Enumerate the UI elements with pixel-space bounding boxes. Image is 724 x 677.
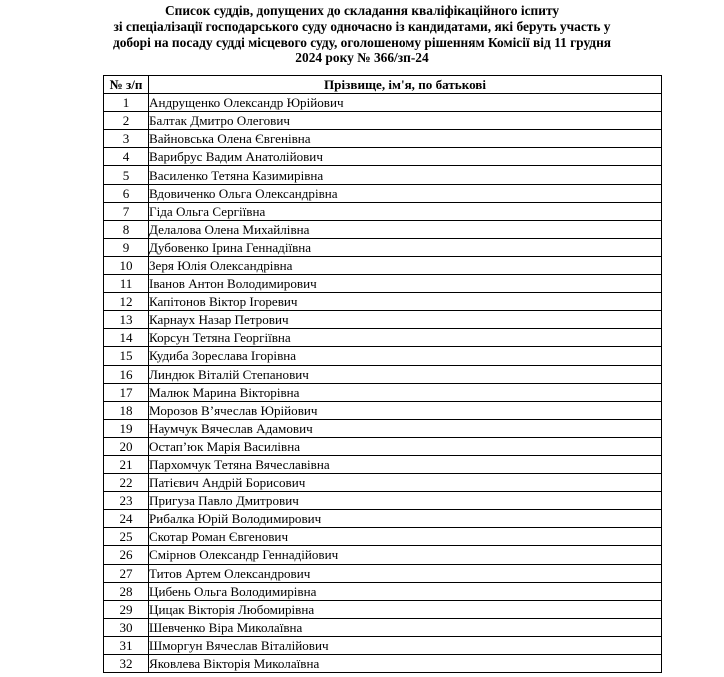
row-number-cell: 17 [104,383,149,401]
judge-name-cell: Патієвич Андрій Борисович [149,474,662,492]
table-row [104,383,662,401]
judge-name-cell: Корсун Тетяна Георгіївна [149,329,662,347]
table-body [104,94,662,673]
row-number-cell: 23 [104,492,149,510]
row-number-cell: 19 [104,419,149,437]
table-row [104,202,662,220]
row-number-cell: 6 [104,184,149,202]
table-row [104,510,662,528]
row-number-cell: 8 [104,220,149,238]
judge-name-cell: Гіда Ольга Сергіївна [149,202,662,220]
table-row [104,94,662,112]
row-number-cell: 22 [104,474,149,492]
row-number-cell: 31 [104,636,149,654]
column-header-name: Прізвище, ім'я, по батькові [149,76,662,94]
row-number-cell: 21 [104,455,149,473]
table-row [104,474,662,492]
judge-name-cell: Василенко Тетяна Казимирівна [149,166,662,184]
row-number-cell: 29 [104,600,149,618]
table-row [104,636,662,654]
document-title [0,3,724,66]
judge-name-cell: Морозов В’ячеслав Юрійович [149,401,662,419]
table-row [104,311,662,329]
row-number-cell: 32 [104,655,149,673]
judges-table [103,75,662,673]
table-row [104,564,662,582]
judge-name-cell: Скотар Роман Євгенович [149,528,662,546]
table-row [104,256,662,274]
judge-name-cell: Остап’юк Марія Василівна [149,437,662,455]
row-number-cell: 4 [104,148,149,166]
table-row [104,112,662,130]
judge-name-cell: Іванов Антон Володимирович [149,275,662,293]
judge-name-cell: Вдовиченко Ольга Олександрівна [149,184,662,202]
title-line: зі спеціалізації господарського суду одночасно із кандидатами, які беруть участь у [113,18,611,34]
judge-name-cell: Пригуза Павло Дмитрович [149,492,662,510]
table-row [104,655,662,673]
title-line: доборі на посаду судді місцевого суду, оголошеному рішенням Комісії від 11 грудня [112,34,612,50]
table-row [104,148,662,166]
row-number-cell: 30 [104,618,149,636]
table-row [104,546,662,564]
table-row [104,600,662,618]
column-header-number: № з/п [104,76,149,94]
row-number-cell: 10 [104,256,149,274]
judge-name-cell: Карнаух Назар Петрович [149,311,662,329]
judge-name-cell: Титов Артем Олександрович [149,564,662,582]
judge-name-cell: Зеря Юлія Олександрівна [149,256,662,274]
table-row [104,130,662,148]
table-row [104,293,662,311]
row-number-cell: 27 [104,564,149,582]
row-number-cell: 13 [104,311,149,329]
judge-name-cell: Цицак Вікторія Любомирівна [149,600,662,618]
judge-name-cell: Дубовенко Ірина Геннадіївна [149,238,662,256]
table-header-row [104,76,662,94]
row-number-cell: 1 [104,94,149,112]
row-number-cell: 5 [104,166,149,184]
row-number-cell: 9 [104,238,149,256]
row-number-cell: 18 [104,401,149,419]
table-row [104,365,662,383]
judge-name-cell: Шморгун Вячеслав Віталійович [149,636,662,654]
table-row [104,492,662,510]
judge-name-cell: Наумчук Вячеслав Адамович [149,419,662,437]
title-line: Список суддів, допущених до складання кваліфікаційного іспиту [164,3,560,18]
judge-name-cell: Шевченко Віра Миколаївна [149,618,662,636]
table-row [104,618,662,636]
table-row [104,275,662,293]
table-row [104,437,662,455]
judge-name-cell: Балтак Дмитро Олегович [149,112,662,130]
table-row [104,401,662,419]
title-line: 2024 року № 366/зп-24 [295,50,429,66]
judge-name-cell: Вайновська Олена Євгенівна [149,130,662,148]
judge-name-cell: Кудиба Зореслава Ігорівна [149,347,662,365]
judge-name-cell: Линдюк Віталій Степанович [149,365,662,383]
row-number-cell: 25 [104,528,149,546]
table-row [104,220,662,238]
row-number-cell: 16 [104,365,149,383]
row-number-cell: 2 [104,112,149,130]
judge-name-cell: Смірнов Олександр Геннадійович [149,546,662,564]
row-number-cell: 11 [104,275,149,293]
judge-name-cell: Яковлева Вікторія Миколаївна [149,655,662,673]
table-row [104,166,662,184]
row-number-cell: 12 [104,293,149,311]
row-number-cell: 26 [104,546,149,564]
table-row [104,419,662,437]
row-number-cell: 24 [104,510,149,528]
row-number-cell: 7 [104,202,149,220]
judge-name-cell: Цибень Ольга Володимирівна [149,582,662,600]
row-number-cell: 20 [104,437,149,455]
table-row [104,329,662,347]
table-row [104,528,662,546]
judge-name-cell: Андрущенко Олександр Юрійович [149,94,662,112]
judge-name-cell: Делалова Олена Михайлівна [149,220,662,238]
table-row [104,347,662,365]
judge-name-cell: Рибалка Юрій Володимирович [149,510,662,528]
row-number-cell: 28 [104,582,149,600]
table-row [104,455,662,473]
row-number-cell: 3 [104,130,149,148]
row-number-cell: 15 [104,347,149,365]
judge-name-cell: Пархомчук Тетяна Вячеславівна [149,455,662,473]
table-row [104,582,662,600]
table-row [104,238,662,256]
judge-name-cell: Малюк Марина Вікторівна [149,383,662,401]
judge-name-cell: Капітонов Віктор Ігоревич [149,293,662,311]
table-row [104,184,662,202]
judge-name-cell: Варибрус Вадим Анатолійович [149,148,662,166]
row-number-cell: 14 [104,329,149,347]
